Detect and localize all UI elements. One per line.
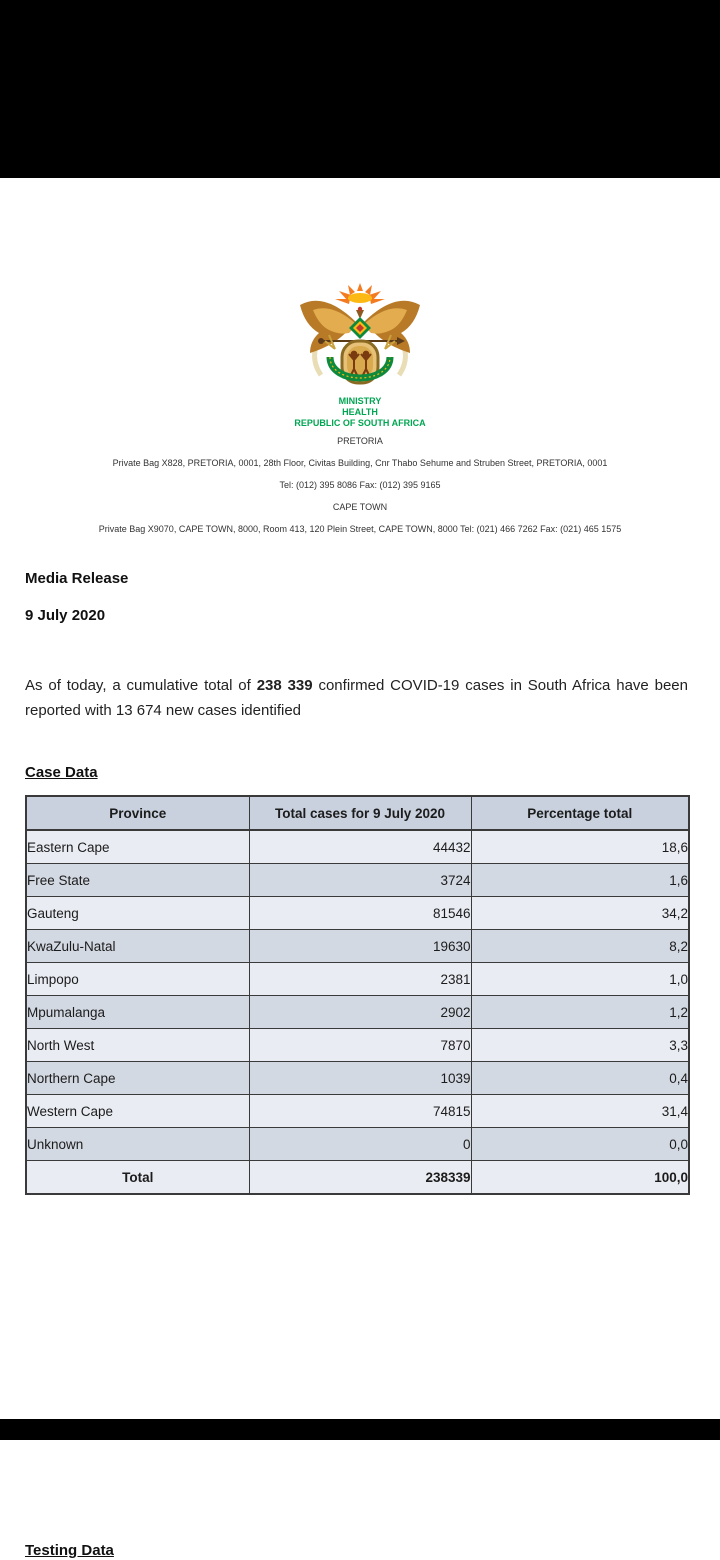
total-label-cell: Total (26, 1161, 249, 1195)
cumulative-total-value: 238 339 (256, 677, 313, 694)
percentage-cell: 34,2 (471, 897, 689, 930)
summary-paragraph (25, 673, 688, 723)
province-cell: North West (26, 1029, 249, 1062)
table-row (26, 1029, 689, 1062)
percentage-cell: 8,2 (471, 930, 689, 963)
province-cell: Northern Cape (26, 1062, 249, 1095)
column-header-percentage: Percentage total (471, 796, 689, 830)
percentage-cell: 1,2 (471, 996, 689, 1029)
cape-town-label: CAPE TOWN (332, 502, 388, 512)
letterbox-top-bar (0, 0, 720, 178)
media-release-heading: Media Release (25, 570, 129, 587)
table-row (26, 1062, 689, 1095)
province-cell: Unknown (26, 1128, 249, 1161)
table-row (26, 930, 689, 963)
province-cell: Gauteng (26, 897, 249, 930)
table-row (26, 1128, 689, 1161)
province-cell: Mpumalanga (26, 996, 249, 1029)
cases-cell: 0 (249, 1128, 471, 1161)
province-cell: Western Cape (26, 1095, 249, 1128)
release-date: 9 July 2020 (25, 607, 106, 624)
ministry-line: HEALTH (342, 407, 378, 417)
cases-cell: 74815 (249, 1095, 471, 1128)
page-break-bar (0, 1419, 720, 1440)
summary-text-start: As of today, a cumulative total of (25, 677, 257, 694)
cases-cell: 44432 (249, 830, 471, 864)
testing-data-heading: Testing Data (25, 1542, 114, 1559)
table-row (26, 996, 689, 1029)
ministry-line: MINISTRY (338, 396, 382, 406)
document-page-2 (0, 1440, 720, 1560)
table-row (26, 864, 689, 897)
cases-cell: 19630 (249, 930, 471, 963)
percentage-cell: 3,3 (471, 1029, 689, 1062)
ministry-title-block (0, 396, 720, 429)
percentage-cell: 31,4 (471, 1095, 689, 1128)
ministry-line: REPUBLIC OF SOUTH AFRICA (294, 418, 426, 428)
case-data-heading: Case Data (25, 764, 98, 781)
province-cell: Limpopo (26, 963, 249, 996)
percentage-cell: 18,6 (471, 830, 689, 864)
case-data-table (25, 795, 690, 1195)
province-cell: Free State (26, 864, 249, 897)
summary-text-end: confirmed COVID-19 cases in South Africa have been reported with 13 674 new cases identified (25, 677, 688, 719)
table-header-row (26, 796, 689, 830)
south-africa-coat-of-arms-icon (295, 283, 425, 395)
table-row (26, 830, 689, 864)
table-row (26, 963, 689, 996)
percentage-cell: 0,4 (471, 1062, 689, 1095)
province-cell: KwaZulu-Natal (26, 930, 249, 963)
column-header-total-cases: Total cases for 9 July 2020 (249, 796, 471, 830)
province-cell: Eastern Cape (26, 830, 249, 864)
cases-cell: 1039 (249, 1062, 471, 1095)
cases-cell: 2381 (249, 963, 471, 996)
table-total-row (26, 1161, 689, 1195)
cases-cell: 81546 (249, 897, 471, 930)
percentage-cell: 0,0 (471, 1128, 689, 1161)
cape-town-address: Private Bag X9070, CAPE TOWN, 8000, Room 413, 120 Plein Street, CAPE TOWN, 8000 Tel: (021) 466 7262 Fax: (021) 465 1575 (98, 524, 622, 534)
document-page-1 (0, 178, 720, 1419)
column-header-province: Province (26, 796, 249, 830)
pretoria-label: PRETORIA (337, 436, 383, 446)
table-row (26, 897, 689, 930)
pretoria-tel-fax: Tel: (012) 395 8086 Fax: (012) 395 9165 (279, 480, 441, 490)
cases-cell: 7870 (249, 1029, 471, 1062)
total-cases-cell: 238339 (249, 1161, 471, 1195)
percentage-cell: 1,6 (471, 864, 689, 897)
table-row (26, 1095, 689, 1128)
cases-cell: 3724 (249, 864, 471, 897)
pretoria-address: Private Bag X828, PRETORIA, 0001, 28th Floor, Civitas Building, Cnr Thabo Sehume and Struben Street, PRETORIA, 0001 (112, 458, 608, 468)
percentage-cell: 1,0 (471, 963, 689, 996)
total-percentage-cell: 100,0 (471, 1161, 689, 1195)
cases-cell: 2902 (249, 996, 471, 1029)
